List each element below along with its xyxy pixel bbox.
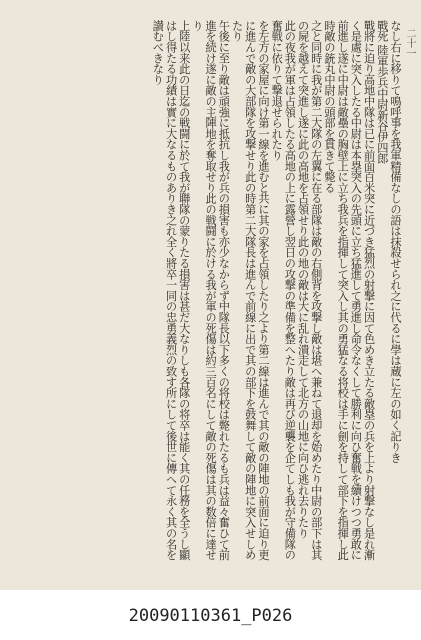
image-id-caption: 20090110361_P026 — [128, 606, 293, 626]
page-number: 二十一 — [404, 28, 415, 58]
text-paragraph: 此の夜我が軍は占領したる高地の上に露營し翌日の攻撃の準備を整へたり敵は再び逆襲を企てしも我が守備隊の奮戦に依りて撃退せられたり — [270, 20, 297, 561]
text-paragraph: 戰將に迫り高地中隊は已に前面百米突に近づき猛烈の射撃に因て色めき立たる敵塁の兵を上より射撃なし是れ漸く是處に突入したる中尉は本塁突入の先頭に立ち猛進して勇進し命令なくして勝利に向ひ奮戦を續けつつ勇敢に前進し遂に中尉は敵壘の胸壁上に立ち我兵を指揮して突入し其の勇猛なる将校は手に劍を持して部下を指揮し此時敵の銃丸中尉の頭部を貫きて斃る — [322, 20, 376, 561]
text-paragraph: を左方の家屋に向け第一線を進むと共に其の家を占領したり之より第二線は進んで其の敵の陣地の前面に迫り更に進んで敵の大部隊を攻撃せり此の時第二大隊長は進んで前線に出で其の部下を鼓舞して敵の陣地に突入せしめたり — [230, 20, 270, 561]
text-paragraph: 午後に至り敵は頑強に抵抗し我が兵の損害も亦少なからず中隊長以下多くの将校は斃れたるも兵は益々奮ひて前進を続け遂に敵の主陣地を奪取せり此の戦闘に於ける我が軍の死傷は約三百名にして敵の死傷は其の数倍に達せり — [190, 20, 231, 561]
text-paragraph: 上陸以来此の日迄の戦闘に於て我が聯隊の蒙りたる損害は甚だ大なりしも各隊の将卒は能く其の任務を全うし顯はし得たる功績は實に大なるものありき之れ全く將卒一同の忠勇義烈の致す所にして後世に傳へて永く其の名を讃むべきなり — [151, 20, 191, 561]
text-paragraph: 戰死 陸軍歩兵中尉新谷伊四郎 — [375, 20, 389, 164]
text-paragraph: 之と同時に我が第二大隊の左翼に在る部隊は敵の右側背を攻撃し敵は堪へ兼ねて退却を始めたり中尉の部下は其の屍を越えて突進し遂に此の高地を占領せり此の地の敵は大に乱れ潰走して北方の山地に向ひ逃れ去りたり — [296, 20, 323, 560]
vertical-text-block — [12, 20, 402, 565]
text-paragraph: なし右に移りて鳴呼事を我軍精備なしの語は抹殺せられ之に代るに學は蔵に左の如く記りき — [389, 20, 402, 463]
